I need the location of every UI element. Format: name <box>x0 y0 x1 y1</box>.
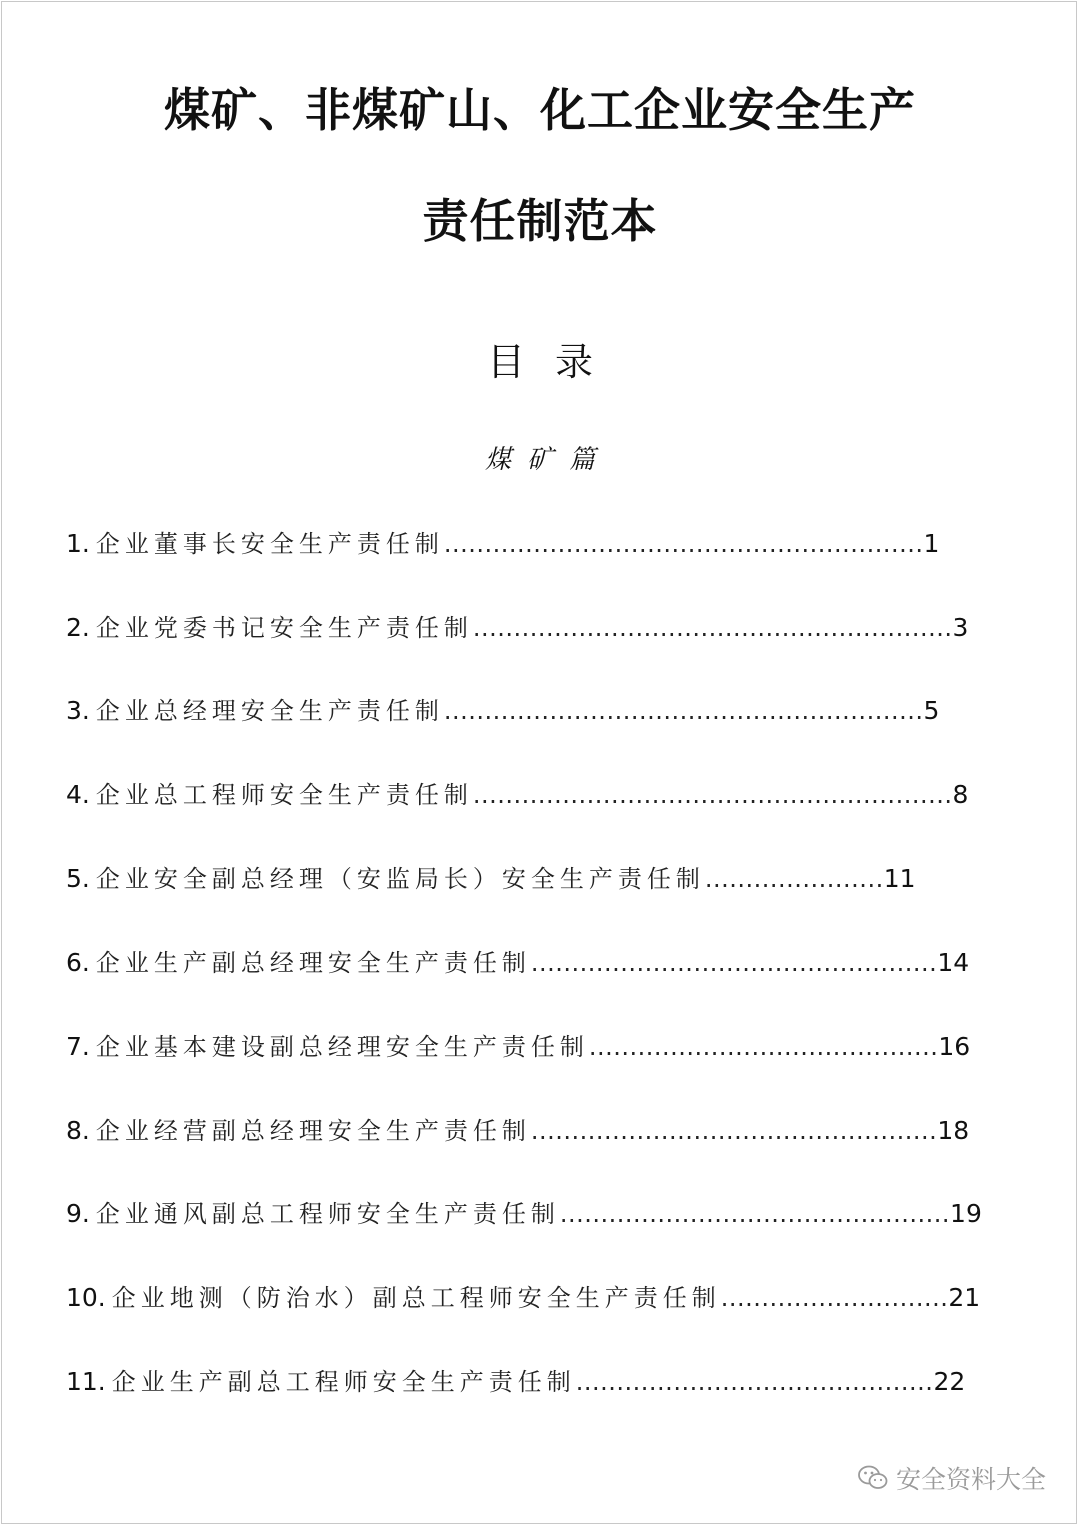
toc-leader-dots: ............................ <box>720 1284 949 1312</box>
toc-entry[interactable] <box>66 1023 970 1071</box>
toc-entry-number: 1. <box>66 529 90 558</box>
toc-entry-page: 18 <box>937 1116 970 1145</box>
toc-entry-page: 3 <box>952 613 969 642</box>
toc-entry[interactable] <box>66 1107 969 1155</box>
toc-entry[interactable] <box>66 1190 982 1238</box>
toc-entry[interactable] <box>66 771 968 819</box>
section-heading: 煤矿篇 <box>484 445 611 475</box>
toc-entry-number: 5. <box>66 864 90 893</box>
toc-entry-page: 8 <box>952 780 969 809</box>
toc-entry-number: 4. <box>66 780 90 809</box>
toc-entry-number: 11. <box>66 1367 106 1396</box>
toc-entry-title: 企业生产副总工程师安全生产责任制 <box>111 1368 576 1396</box>
toc-entry-number: 8. <box>66 1116 90 1145</box>
toc-entry-page: 22 <box>933 1367 966 1396</box>
toc-entry[interactable] <box>66 1358 965 1406</box>
toc-leader-dots: ........................................................... <box>443 530 924 558</box>
toc-entry-title: 企业安全副总经理（安监局长）安全生产责任制 <box>95 865 705 893</box>
toc-entry-page: 14 <box>937 948 970 977</box>
toc-leader-dots: ........................................... <box>588 1033 939 1061</box>
toc-leader-dots: ........................................................... <box>472 781 953 809</box>
toc-entry[interactable] <box>66 604 968 652</box>
toc-leader-dots: .................................................. <box>530 949 938 977</box>
watermark <box>858 1456 1046 1500</box>
toc-entry-number: 9. <box>66 1199 90 1228</box>
toc-entry-number: 10. <box>66 1283 106 1312</box>
toc-entry-number: 3. <box>66 696 90 725</box>
toc-entry-number: 7. <box>66 1032 90 1061</box>
toc-entry-page: 11 <box>883 864 916 893</box>
wechat-icon <box>858 1465 888 1491</box>
toc-entry-title: 企业总工程师安全生产责任制 <box>95 781 473 809</box>
toc-leader-dots: ................................................ <box>559 1200 951 1228</box>
toc-entry-number: 6. <box>66 948 90 977</box>
toc-entry-title: 企业总经理安全生产责任制 <box>95 697 444 725</box>
toc-entry-title: 企业经营副总经理安全生产责任制 <box>95 1117 531 1145</box>
document-title-line-2: 责任制范本 <box>422 194 658 248</box>
toc-entry[interactable] <box>66 1274 980 1322</box>
toc-entry[interactable] <box>66 687 939 735</box>
toc-entry-title: 企业董事长安全生产责任制 <box>95 530 444 558</box>
toc-entry-title: 企业基本建设副总经理安全生产责任制 <box>95 1033 589 1061</box>
toc-entry-number: 2. <box>66 613 90 642</box>
toc-entry[interactable] <box>66 520 939 568</box>
document-title-line-1: 煤矿、非煤矿山、化工企业安全生产 <box>164 83 916 137</box>
toc-entry-title: 企业通风副总工程师安全生产责任制 <box>95 1200 560 1228</box>
toc-entry[interactable] <box>66 939 969 987</box>
watermark-text: 安全资料大全 <box>895 1465 1046 1494</box>
toc-heading: 目录 <box>486 340 623 384</box>
toc-entry-title: 企业生产副总经理安全生产责任制 <box>95 949 531 977</box>
toc-entry-title: 企业党委书记安全生产责任制 <box>95 614 473 642</box>
toc-leader-dots: ........................................................... <box>443 697 924 725</box>
toc-entry[interactable] <box>66 855 916 903</box>
toc-entry-page: 19 <box>950 1199 982 1228</box>
toc-entry-title: 企业地测（防治水）副总工程师安全生产责任制 <box>111 1284 721 1312</box>
toc-entry-page: 21 <box>948 1283 981 1312</box>
toc-leader-dots: ............................................ <box>575 1368 934 1396</box>
toc-leader-dots: ........................................................... <box>472 614 953 642</box>
toc-entry-page: 5 <box>923 696 940 725</box>
toc-leader-dots: .................................................. <box>530 1117 938 1145</box>
toc-entry-page: 16 <box>938 1032 971 1061</box>
toc-leader-dots: ...................... <box>704 865 884 893</box>
toc-entry-page: 1 <box>923 529 940 558</box>
